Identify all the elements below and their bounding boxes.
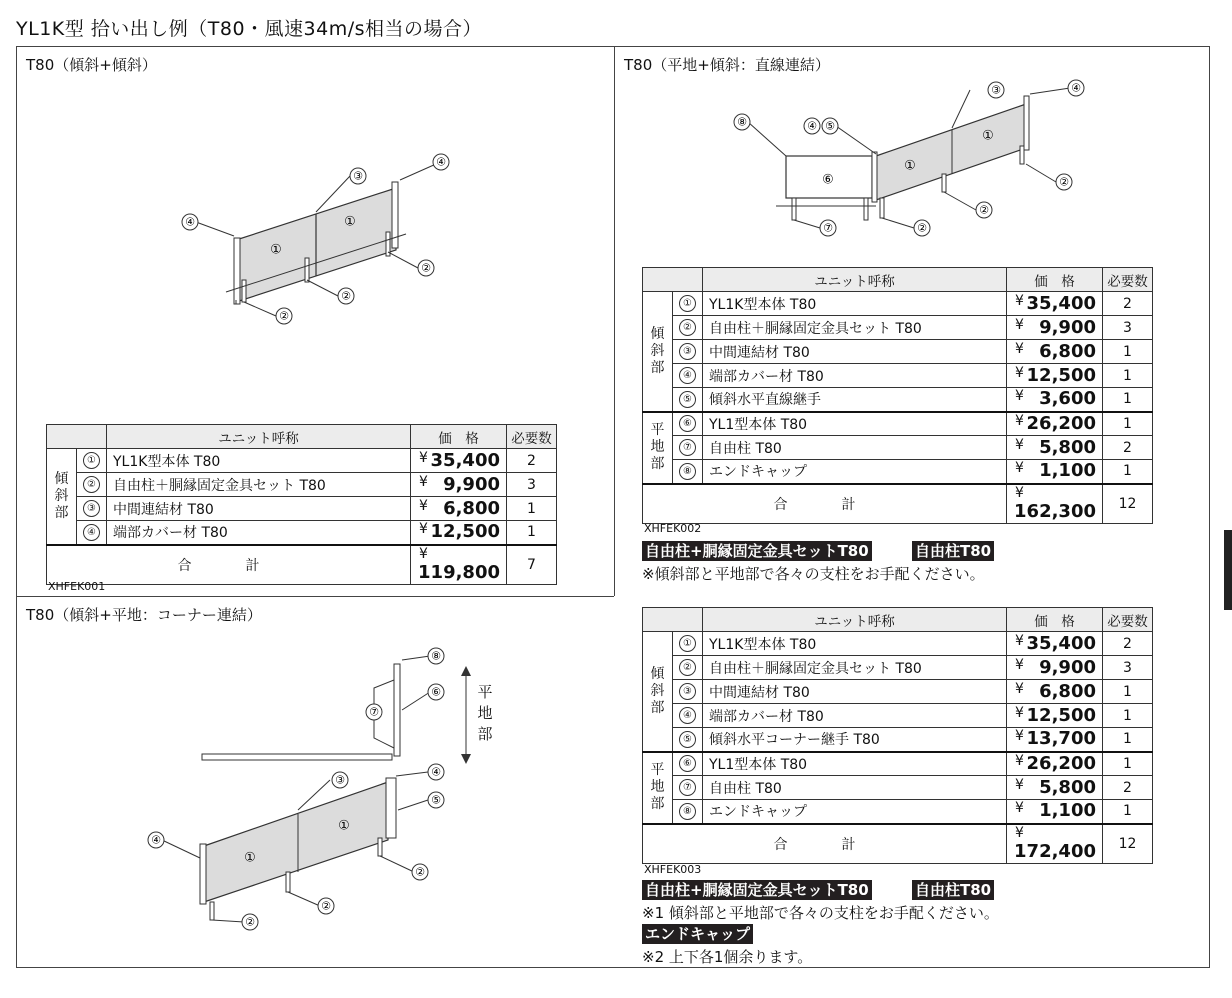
- panel3-diagram: [140, 640, 460, 940]
- table-row: [643, 412, 1153, 436]
- row-name: 中間連結材 T80: [107, 497, 411, 521]
- panel3-post-2: [286, 872, 290, 892]
- panel2-callout-7: ⑦: [823, 221, 833, 235]
- row-number-circle: ④: [679, 367, 696, 384]
- row-name: エンドキャップ: [703, 800, 1007, 824]
- price-value: 9,900: [443, 473, 500, 495]
- row-price: [1007, 800, 1103, 824]
- table-row: [643, 728, 1153, 752]
- row-qty: 2: [507, 449, 557, 473]
- row-number-circle: ⑤: [679, 391, 696, 408]
- row-name: 中間連結材 T80: [703, 340, 1007, 364]
- panel3-flat-label-3: 部: [477, 725, 493, 743]
- panel3-callout-5: ⑤: [431, 793, 441, 807]
- row-qty: 1: [1103, 460, 1153, 484]
- row-number: [673, 292, 703, 316]
- row-number: [77, 521, 107, 545]
- row-number-circle: ⑦: [679, 439, 696, 456]
- group-label-slope: [47, 449, 77, 545]
- row-number: [673, 460, 703, 484]
- table1-header: [47, 425, 557, 449]
- page-title: YL1K型 拾い出し例（T80・風速34m/s相当の場合）: [16, 18, 483, 40]
- table-row: [643, 776, 1153, 800]
- row-price: [1007, 364, 1103, 388]
- price-value: 13,700: [1026, 728, 1096, 750]
- row-qty: 2: [1103, 436, 1153, 460]
- row-number: [77, 473, 107, 497]
- panel3-unit: [204, 782, 388, 902]
- row-number-circle: ②: [679, 319, 696, 336]
- price-value: 12,500: [1026, 364, 1096, 386]
- panel1-left-cover: [234, 238, 240, 304]
- total-row: [643, 484, 1153, 524]
- panel1-post-1: [242, 280, 246, 302]
- row-qty: 1: [1103, 340, 1153, 364]
- group-char: 平: [650, 422, 665, 438]
- page-edge-tab: [1224, 530, 1232, 610]
- total-qty: 12: [1103, 824, 1153, 864]
- tag-post-t80-3: 自由柱T80: [912, 880, 994, 900]
- price-value: 35,400: [430, 449, 500, 471]
- panel1-post-2: [305, 258, 309, 282]
- row-name: YL1K型本体 T80: [703, 292, 1007, 316]
- panel2-diagram: [730, 80, 1090, 240]
- yen-sign: ¥: [419, 473, 428, 490]
- price-value: 26,200: [1026, 752, 1096, 774]
- panel3-callout-2c: ②: [245, 915, 255, 929]
- row-price: [1007, 728, 1103, 752]
- total-row: [47, 545, 557, 585]
- panel2-post-4: [942, 174, 946, 192]
- table3-header: [643, 608, 1153, 632]
- price-value: 9,900: [1039, 316, 1096, 338]
- panel3-post-1: [210, 902, 214, 920]
- table-row: [643, 340, 1153, 364]
- total-qty: 7: [507, 545, 557, 585]
- price-value: 35,400: [1026, 632, 1096, 654]
- panel2-post-1: [792, 198, 796, 220]
- panel1-callout-2b: ②: [341, 289, 351, 303]
- row-price: [1007, 388, 1103, 412]
- row-name: YL1型本体 T80: [703, 412, 1007, 436]
- yen-sign: ¥: [1015, 292, 1024, 309]
- group-label-flat: [643, 752, 673, 824]
- panel2-label-1b: ①: [982, 128, 994, 144]
- panel3-callout-6: ⑥: [431, 685, 441, 699]
- yen-sign: ¥: [419, 497, 428, 514]
- table3-col-name: ユニット呼称: [703, 608, 1007, 632]
- row-price: [1007, 292, 1103, 316]
- row-number: [673, 656, 703, 680]
- row-number-circle: ②: [679, 659, 696, 676]
- panel2-label-1a: ①: [904, 158, 916, 174]
- table1-col-name: ユニット呼称: [107, 425, 411, 449]
- row-number: [673, 704, 703, 728]
- price-value: 12,500: [1026, 704, 1096, 726]
- row-name: 自由柱＋胴縁固定金具セット T80: [703, 316, 1007, 340]
- row-qty: 1: [1103, 388, 1153, 412]
- row-name: 自由柱＋胴縁固定金具セット T80: [703, 656, 1007, 680]
- group-char: 平: [650, 762, 665, 778]
- group-char: 地: [650, 779, 665, 795]
- table-row: [643, 316, 1153, 340]
- group-char: 部: [650, 796, 665, 812]
- yen-sign: ¥: [1015, 364, 1024, 381]
- panel2-code: XHFEK002: [644, 522, 702, 535]
- row-price: [1007, 340, 1103, 364]
- table-row: [643, 752, 1153, 776]
- price-value: 26,200: [1026, 412, 1096, 434]
- group-char: 部: [54, 504, 69, 521]
- table2-col-price: 価 格: [1007, 268, 1103, 292]
- row-number: [673, 776, 703, 800]
- table3-col-price: 価 格: [1007, 608, 1103, 632]
- panel3-plan-flat: [202, 754, 392, 760]
- table1-col-price: 価 格: [411, 425, 507, 449]
- row-number-circle: ③: [83, 500, 100, 517]
- row-number-circle: ③: [679, 683, 696, 700]
- panel2-end-cover: [1024, 96, 1029, 150]
- price-value: 6,800: [1039, 680, 1096, 702]
- row-qty: 3: [1103, 656, 1153, 680]
- table-row: [643, 632, 1153, 656]
- panel3-left-cover: [200, 844, 206, 904]
- panel3-callout-3: ③: [335, 773, 345, 787]
- table2-header: [643, 268, 1153, 292]
- row-name: 中間連結材 T80: [703, 680, 1007, 704]
- price-value: 35,400: [1026, 292, 1096, 314]
- panel2-callout-5: ⑤: [825, 119, 835, 133]
- row-qty: 1: [1103, 728, 1153, 752]
- panel2-callout-3: ③: [991, 83, 1001, 97]
- panel3-callout-7: ⑦: [369, 705, 379, 719]
- row-price: [1007, 412, 1103, 436]
- table-row: [643, 460, 1153, 484]
- group-char: 斜: [54, 487, 69, 504]
- yen-sign: ¥: [1015, 824, 1024, 841]
- group-label-flat: [643, 412, 673, 484]
- row-name: 傾斜水平コーナー継手 T80: [703, 728, 1007, 752]
- panel1-label-1a: ①: [270, 242, 282, 258]
- yen-sign: ¥: [1015, 752, 1024, 769]
- row-number-circle: ①: [679, 635, 696, 652]
- panel3-plan-post: [394, 664, 400, 756]
- panel3-callout-4a: ④: [151, 833, 161, 847]
- panel3-post-3: [378, 838, 382, 856]
- yen-sign: ¥: [1015, 484, 1024, 501]
- row-name: エンドキャップ: [703, 460, 1007, 484]
- table-row: [643, 680, 1153, 704]
- yen-sign: ¥: [1015, 728, 1024, 745]
- row-name: YL1型本体 T80: [703, 752, 1007, 776]
- divider-vertical: [614, 46, 615, 596]
- panel3-callout-8: ⑧: [431, 649, 441, 663]
- yen-sign: ¥: [1015, 316, 1024, 333]
- group-char: 斜: [650, 682, 665, 699]
- panel3-code: XHFEK003: [644, 863, 702, 876]
- table-row: [643, 656, 1153, 680]
- row-price: [411, 497, 507, 521]
- panel1-callout-4b: ④: [436, 155, 446, 169]
- yen-sign: ¥: [1015, 340, 1024, 357]
- panel2-joint-cover: [872, 152, 877, 202]
- table2-col-qty: 必要数: [1103, 268, 1153, 292]
- panel2-callout-2c: ②: [917, 221, 927, 235]
- row-price: [1007, 752, 1103, 776]
- yen-sign: ¥: [1015, 704, 1024, 721]
- price-value: 9,900: [1039, 656, 1096, 678]
- row-number-circle: ⑧: [679, 463, 696, 480]
- panel2-post-2: [864, 198, 868, 220]
- row-price: [411, 449, 507, 473]
- row-qty: 3: [1103, 316, 1153, 340]
- panel1-callout-2c: ②: [279, 309, 289, 323]
- row-number: [673, 800, 703, 824]
- table3-col-qty: 必要数: [1103, 608, 1153, 632]
- panel3-note-1: ※1 傾斜部と平地部で各々の支柱をお手配ください。: [642, 904, 999, 922]
- row-number-circle: ⑥: [679, 755, 696, 772]
- group-char: 傾: [650, 325, 665, 342]
- price-table-2: [642, 267, 1153, 524]
- row-number: [673, 632, 703, 656]
- table-row: [643, 388, 1153, 412]
- panel2-callout-2b: ②: [979, 203, 989, 217]
- yen-sign: ¥: [1015, 656, 1024, 673]
- row-number-circle: ⑦: [679, 779, 696, 796]
- row-qty: 1: [507, 497, 557, 521]
- yen-sign: ¥: [1015, 436, 1024, 453]
- row-price: [1007, 680, 1103, 704]
- panel3-flat-label-2: 地: [477, 704, 493, 722]
- yen-sign: ¥: [1015, 776, 1024, 793]
- group-char: 部: [650, 699, 665, 716]
- table-row: [643, 704, 1153, 728]
- row-number: [673, 436, 703, 460]
- panel2-callout-8: ⑧: [737, 115, 747, 129]
- table-row: [643, 364, 1153, 388]
- price-value: 12,500: [430, 521, 500, 543]
- yen-sign: ¥: [1015, 632, 1024, 649]
- price-table-1: [46, 424, 557, 585]
- row-name: 傾斜水平直線継手: [703, 388, 1007, 412]
- row-price: [1007, 460, 1103, 484]
- row-name: 自由柱 T80: [703, 776, 1007, 800]
- row-price: [1007, 704, 1103, 728]
- panel3-note-2: ※2 上下各1個余ります。: [642, 948, 813, 966]
- table1-col-qty: 必要数: [507, 425, 557, 449]
- yen-sign: ¥: [1015, 800, 1024, 817]
- panel1-diagram: [170, 150, 470, 330]
- row-number-circle: ⑥: [679, 415, 696, 432]
- table-row: [643, 436, 1153, 460]
- panel3-label-1b: ①: [338, 818, 350, 834]
- group-label-slope: [643, 292, 673, 412]
- row-price: [1007, 632, 1103, 656]
- group-char: 地: [650, 439, 665, 455]
- table-row: [643, 292, 1153, 316]
- row-name: YL1K型本体 T80: [703, 632, 1007, 656]
- yen-sign: ¥: [1015, 680, 1024, 697]
- total-row: [643, 824, 1153, 864]
- row-name: 自由柱 T80: [703, 436, 1007, 460]
- row-price: [411, 521, 507, 545]
- row-qty: 3: [507, 473, 557, 497]
- row-number: [673, 316, 703, 340]
- panel3-label-1a: ①: [244, 850, 256, 866]
- total-price: [1007, 824, 1103, 864]
- yen-sign: ¥: [419, 545, 428, 562]
- panel2-callout-4b: ④: [1071, 81, 1081, 95]
- row-price: [1007, 656, 1103, 680]
- table-row: [643, 800, 1153, 824]
- total-price: [411, 545, 507, 585]
- row-name: 端部カバー材 T80: [703, 364, 1007, 388]
- panel2-slope-unit: [876, 104, 1026, 200]
- row-price: [1007, 436, 1103, 460]
- panel2-post-5: [1020, 146, 1024, 164]
- panel1-callout-3: ③: [353, 169, 363, 183]
- panel3-flat-label-1: 平: [477, 683, 493, 701]
- price-value: 3,600: [1039, 388, 1096, 410]
- group-label-slope: [643, 632, 673, 752]
- panel3-callout-2a: ②: [415, 865, 425, 879]
- row-number-circle: ①: [83, 452, 100, 469]
- panel3-right-cover: [386, 778, 396, 838]
- row-name: YL1K型本体 T80: [107, 449, 411, 473]
- group-char: 傾: [650, 665, 665, 682]
- row-qty: 2: [1103, 632, 1153, 656]
- tag-post-t80-2: 自由柱T80: [912, 541, 994, 561]
- row-number: [77, 449, 107, 473]
- total-qty: 12: [1103, 484, 1153, 524]
- panel1-title: T80（傾斜+傾斜）: [26, 56, 157, 74]
- panel2-note: ※傾斜部と平地部で各々の支柱をお手配ください。: [642, 565, 985, 583]
- total-price-value: 172,400: [1014, 840, 1096, 862]
- price-value: 5,800: [1039, 776, 1096, 798]
- row-name: 自由柱＋胴縁固定金具セット T80: [107, 473, 411, 497]
- yen-sign: ¥: [419, 449, 428, 466]
- row-number: [673, 412, 703, 436]
- panel3-callout-2b: ②: [321, 899, 331, 913]
- price-value: 1,100: [1039, 460, 1096, 482]
- panel3-callout-4b: ④: [431, 765, 441, 779]
- row-name: 端部カバー材 T80: [703, 704, 1007, 728]
- price-value: 6,800: [443, 497, 500, 519]
- tag-set-t80-2: 自由柱+胴縁固定金具セットT80: [642, 541, 872, 561]
- panel1-callout-4a: ④: [185, 215, 195, 229]
- price-value: 5,800: [1039, 436, 1096, 458]
- row-number: [673, 752, 703, 776]
- table-row: [47, 521, 557, 545]
- row-number: [673, 364, 703, 388]
- group-char: 部: [650, 359, 665, 376]
- total-price: [1007, 484, 1103, 524]
- row-number: [77, 497, 107, 521]
- panel2-callout-4: ④: [807, 119, 817, 133]
- row-number: [673, 680, 703, 704]
- row-number: [673, 728, 703, 752]
- panel2-callout-2a: ②: [1059, 175, 1069, 189]
- row-qty: 1: [1103, 752, 1153, 776]
- group-char: 傾: [54, 470, 69, 487]
- row-number: [673, 340, 703, 364]
- row-number-circle: ①: [679, 295, 696, 312]
- yen-sign: ¥: [1015, 388, 1024, 405]
- group-char: 斜: [650, 342, 665, 359]
- table-row: [47, 449, 557, 473]
- row-price: [411, 473, 507, 497]
- row-qty: 1: [507, 521, 557, 545]
- row-qty: 2: [1103, 292, 1153, 316]
- panel2-post-3: [880, 198, 884, 218]
- divider-horizontal: [16, 596, 614, 597]
- tag-set-t80-3: 自由柱+胴縁固定金具セットT80: [642, 880, 872, 900]
- row-qty: 1: [1103, 680, 1153, 704]
- row-number-circle: ⑤: [679, 731, 696, 748]
- total-label: 合 計: [47, 545, 411, 585]
- yen-sign: ¥: [419, 521, 428, 538]
- tag-endcap: エンドキャップ: [642, 924, 753, 944]
- row-number-circle: ④: [679, 707, 696, 724]
- row-number: [673, 388, 703, 412]
- panel1-callout-2a: ②: [421, 261, 431, 275]
- row-qty: 2: [1103, 776, 1153, 800]
- row-qty: 1: [1103, 800, 1153, 824]
- panel2-title: T80（平地+傾斜：直線連結）: [624, 56, 830, 74]
- price-table-3: [642, 607, 1153, 864]
- total-label: 合 計: [643, 824, 1007, 864]
- panel1-code: XHFEK001: [48, 580, 106, 593]
- price-value: 6,800: [1039, 340, 1096, 362]
- yen-sign: ¥: [1015, 460, 1024, 477]
- row-qty: 1: [1103, 412, 1153, 436]
- row-number-circle: ③: [679, 343, 696, 360]
- total-label: 合 計: [643, 484, 1007, 524]
- group-char: 部: [650, 456, 665, 472]
- row-price: [1007, 776, 1103, 800]
- panel1-label-1b: ①: [344, 214, 356, 230]
- row-qty: 1: [1103, 704, 1153, 728]
- total-price-value: 162,300: [1014, 500, 1096, 522]
- yen-sign: ¥: [1015, 412, 1024, 429]
- table-row: [47, 497, 557, 521]
- total-price-value: 119,800: [418, 561, 500, 583]
- price-value: 1,100: [1039, 800, 1096, 822]
- panel3-title: T80（傾斜+平地：コーナー連結）: [26, 606, 262, 624]
- row-number-circle: ⑧: [679, 803, 696, 820]
- panel2-label-6: ⑥: [822, 172, 834, 188]
- table2-col-name: ユニット呼称: [703, 268, 1007, 292]
- table-row: [47, 473, 557, 497]
- row-number-circle: ②: [83, 476, 100, 493]
- row-qty: 1: [1103, 364, 1153, 388]
- row-name: 端部カバー材 T80: [107, 521, 411, 545]
- row-price: [1007, 316, 1103, 340]
- row-number-circle: ④: [83, 524, 100, 541]
